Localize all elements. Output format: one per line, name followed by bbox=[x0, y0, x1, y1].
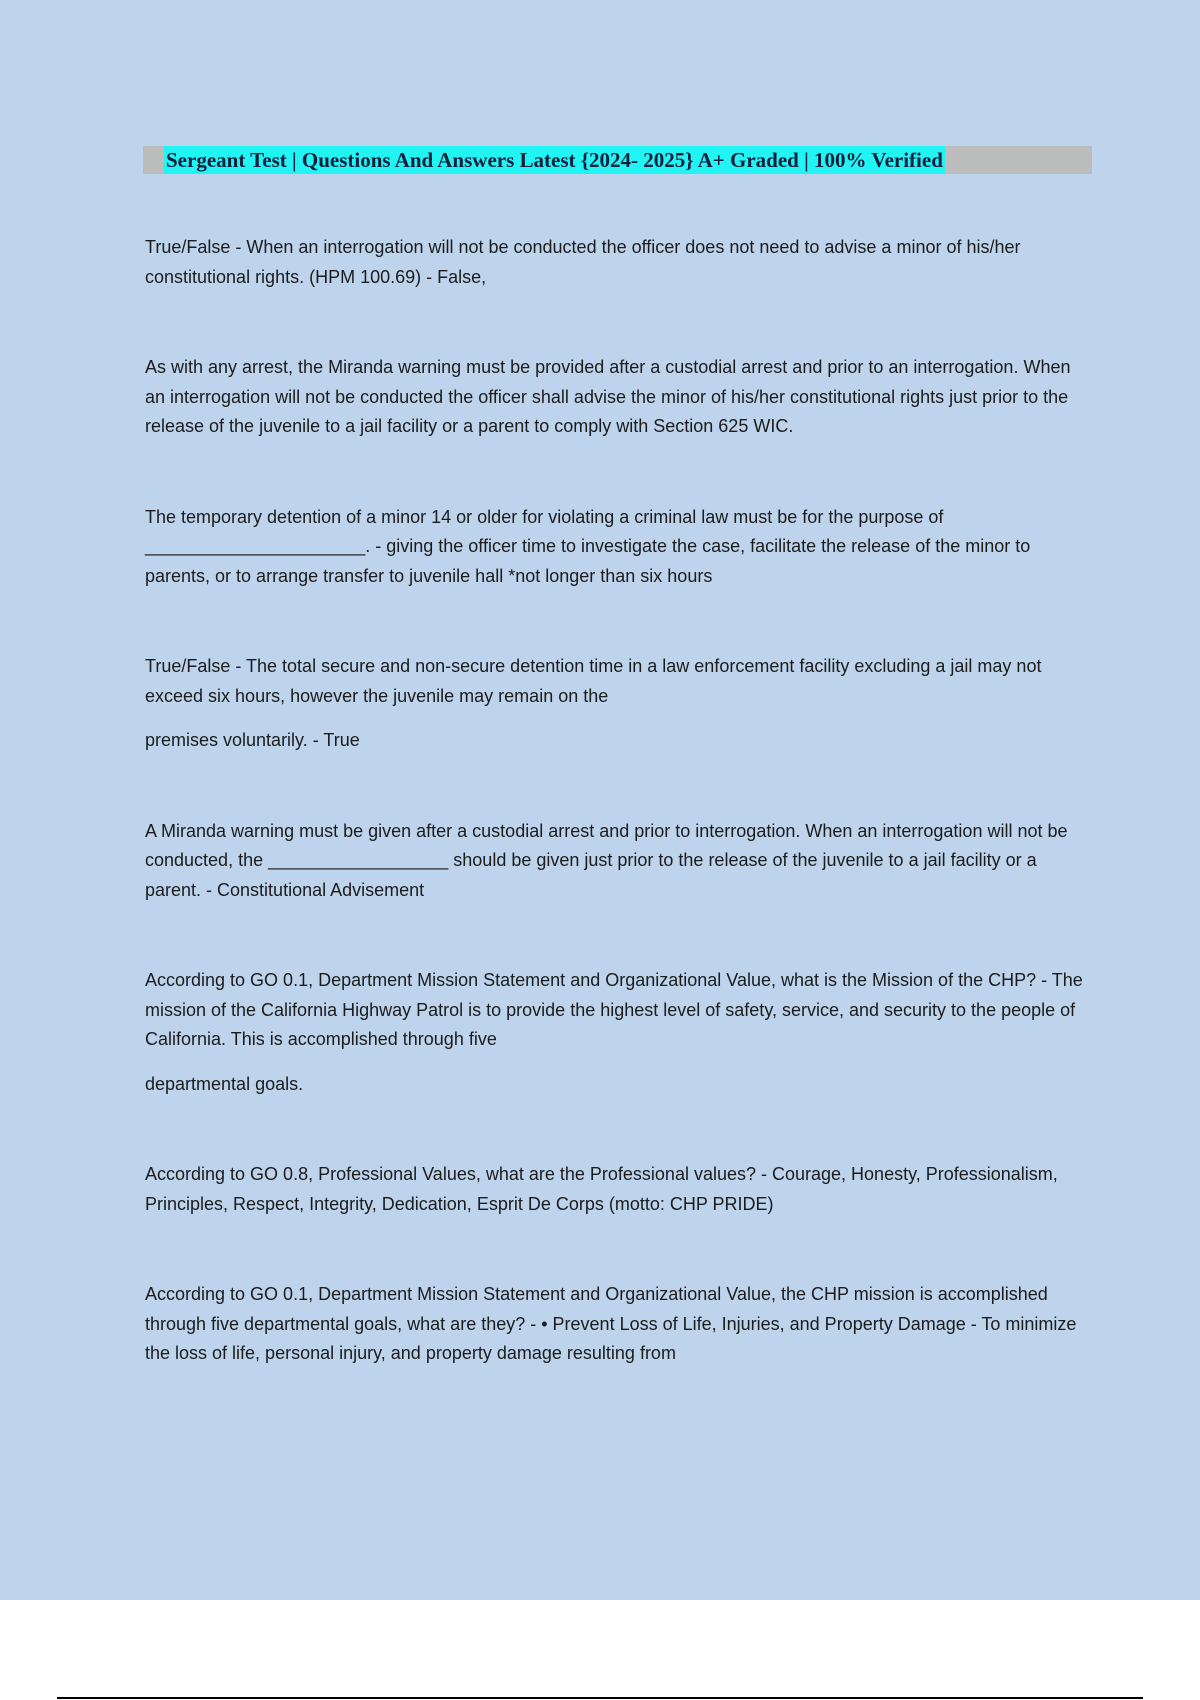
paragraph-2: As with any arrest, the Miranda warning must be provided after a custodial arrest and prior to an interrogation. When an interrogation will not be conducted the officer shall advise the minor of his/her constitutional rights just prior to the release of the juvenile to a jail facility or a parent to comply with Section 625 WIC. bbox=[145, 357, 1071, 436]
footer-divider bbox=[57, 1697, 1143, 1699]
paragraph-6-continuation: departmental goals. bbox=[145, 1073, 304, 1094]
paragraph-1: True/False - When an interrogation will not be conducted the officer does not need to advise a minor of his/her constitutional rights. (HPM 100.69) - False, bbox=[145, 237, 1021, 287]
paragraph-4-continuation: premises voluntarily. - True bbox=[145, 730, 360, 750]
paragraph-4: True/False - The total secure and non-secure detention time in a law enforcement facility excluding a jail may not exceed six hours, however the juvenile may remain on the bbox=[145, 656, 1042, 706]
paragraph-8: According to GO 0.1, Department Mission Statement and Organizational Value, the CHP mission is accomplished through five departmental goals, what are they? - • Prevent Loss of Life, Injuries, and Property Damage - To minimize the loss of life, personal injury, and property damage resulting from bbox=[145, 1284, 1077, 1363]
document-body bbox=[145, 233, 1090, 1369]
paragraph-3: The temporary detention of a minor 14 or older for violating a criminal law must be for the purpose of ______________________. - giving the officer time to investigate the case, facilitate the release of the minor to parents, or to arrange transfer to juvenile hall *not longer than six hours bbox=[145, 506, 1031, 586]
paragraph-6: According to GO 0.1, Department Mission Statement and Organizational Value, what is the Mission of the CHP? - The mission of the California Highway Patrol is to provide the highest level of safety, service, and security to the people of California. This is accomplished through five bbox=[145, 970, 1083, 1049]
paragraph-5: A Miranda warning must be given after a custodial arrest and prior to interrogation. When an interrogation will not be conducted, the __________________ should be given just prior to the release of the juvenile to a jail facility or a parent. - Constitutional Advisement bbox=[145, 820, 1068, 900]
paragraph-7: According to GO 0.8, Professional Values, what are the Professional values? - Courage, Honesty, Professionalism, Principles, Respect, Integrity, Dedication, Esprit De Corps (motto: CHP PRIDE) bbox=[145, 1164, 1058, 1214]
document-title: Sergeant Test | Questions And Answers Latest {2024- 2025} A+ Graded | 100% Verified bbox=[166, 148, 943, 172]
